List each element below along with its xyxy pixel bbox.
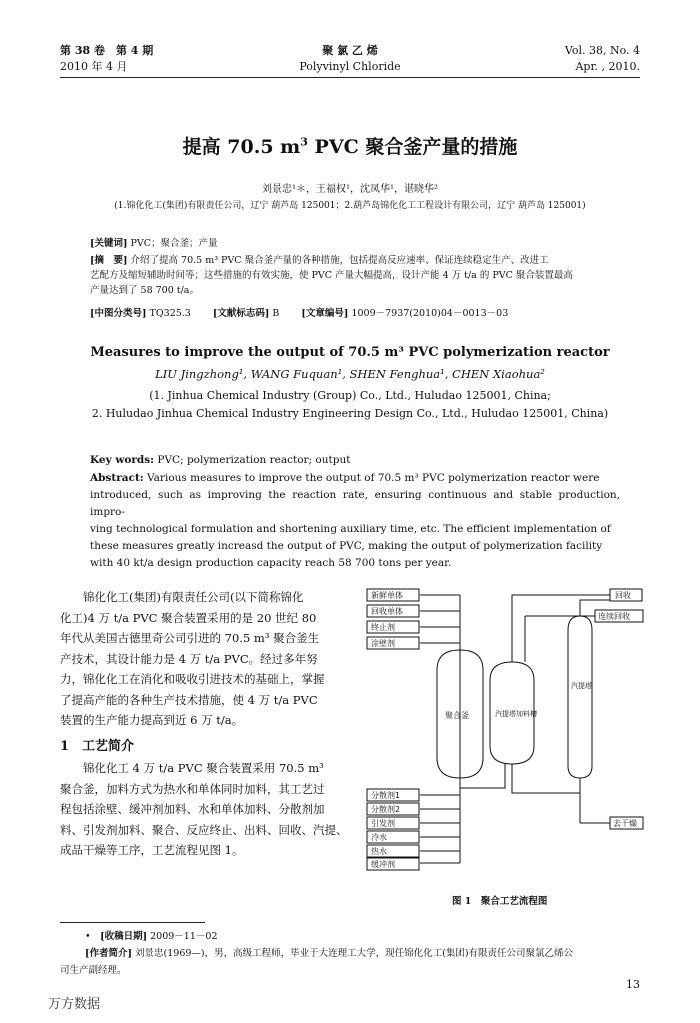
watermark: 万方数据 bbox=[48, 997, 101, 1012]
label-feed-tank: 汽提塔加料槽 bbox=[495, 710, 537, 718]
label-initiator: 引发剂 bbox=[371, 819, 395, 828]
intro-paragraph: 锦化化工(集团)有限责任公司(以下简称锦化 化工)4 万 t/a PVC 聚合装置采用的是 20 世纪 80 年代从美国古德里奇公司引进的 70.5 m³ 聚合釜生 产技术，其设计能力是 4 万 t/a PVC。经过多年努 力，锦化化工在消化和吸收引进技术的基础上，掌握 了提高产能的各种生产技术措施，使 4 万 t/a PVC 装置的生产能力提高到近 6 万 t/a。 bbox=[60, 590, 325, 727]
label-cold-water: 冷水 bbox=[371, 833, 387, 842]
label-fresh-monomer: 新鲜单体 bbox=[371, 591, 403, 600]
paper-title-cn: 提高 70.5 $m^3$ PVC 聚合釜产量的措施 bbox=[182, 135, 518, 158]
header-date-cn: 2010 年 4 月 bbox=[60, 60, 128, 73]
authors-en: LIU Jingzhong¹, WANG Fuquan¹, SHEN Fenghua¹, CHEN Xiaohua² bbox=[155, 367, 545, 381]
affiliation-en-1: (1. Jinhua Chemical Industry (Group) Co., Ltd., Huludao 125001, China; bbox=[149, 389, 551, 402]
header-issue-cn: 第 38 卷 第 4 期 bbox=[60, 44, 154, 57]
process-flow-figure bbox=[365, 588, 645, 888]
keywords-en: Key words: PVC; polymerization reactor; output bbox=[90, 454, 351, 466]
abstract-en: Abstract: Various measures to improve the output of 70.5 m³ PVC polymerization reactor were introduced, such as improving the reaction rate, ensuring continuous and stable production, impro- ving technological formulation and shortening auxiliary time, etc. The efficient implementation of these measures greatly increasd the output of PVC, making the output of polymerization facility with 40 kt/a design production capacity reach 58 700 tons per year. bbox=[90, 472, 620, 569]
keywords-cn: [关键词] PVC；聚合釜；产量 bbox=[90, 238, 218, 249]
footnote-line-3: 司生产副经理。 bbox=[60, 965, 127, 976]
label-wall-coating: 涂壁剂 bbox=[371, 639, 395, 648]
label-to-drying: 去干燥 bbox=[613, 819, 637, 828]
label-continuous-recovery: 连续回收 bbox=[598, 612, 630, 621]
label-dispersant-1: 分散剂1 bbox=[371, 791, 401, 800]
label-stripper: 汽提塔 bbox=[571, 682, 592, 690]
affiliation-cn: (1.锦化化工(集团)有限责任公司，辽宁 葫芦岛 125001；2.葫芦岛锦化化工工程设计有限公司，辽宁 葫芦岛 125001) bbox=[114, 201, 586, 211]
authors-cn: 刘景忠¹＊，王福权¹，沈凤华¹，谌晓华² bbox=[261, 184, 439, 195]
affiliation-en-2: 2. Huludao Jinhua Chemical Industry Engineering Design Co., Ltd., Huludao 125001, China) bbox=[91, 407, 609, 420]
label-dispersant-2: 分散剂2 bbox=[371, 805, 401, 814]
header-journal-en: Polyvinyl Chloride bbox=[299, 60, 401, 73]
header-journal-cn: 聚 氯 乙 烯 bbox=[322, 44, 378, 57]
header-date-en: Apr. , 2010. bbox=[575, 60, 640, 73]
label-reactor: 聚合釜 bbox=[445, 711, 469, 720]
figure-caption: 图 1 聚合工艺流程图 bbox=[452, 896, 548, 907]
header-rule bbox=[60, 77, 640, 78]
section1-paragraph: 锦化化工 4 万 t/a PVC 聚合装置采用 70.5 m³ 聚合釜，加料方式为热水和单体同时加料，其工艺过 程包括涂壁、缓冲剂加料、水和单体加料、分散剂加 料、引发剂加料、聚合、反应终止、出料、回收、汽提、 成品干燥等工序，工艺流程见图 1。 bbox=[60, 761, 348, 857]
footnote-rule bbox=[60, 922, 205, 923]
page-number: 13 bbox=[626, 978, 640, 991]
label-hot-water: 热水 bbox=[371, 847, 387, 856]
header-volume-en: Vol. 38, No. 4 bbox=[564, 44, 640, 57]
label-recovered-monomer: 回收单体 bbox=[371, 607, 403, 616]
section-heading-1: 1 工艺简介 bbox=[60, 739, 135, 754]
classification-line: [中图分类号] TQ325.3 [文献标志码] B [文章编号] 1009－7937(2010)04－0013－03 bbox=[90, 308, 509, 319]
paper-title-en: Measures to improve the output of 70.5 m³ PVC polymerization reactor bbox=[90, 345, 610, 360]
footnote: • [收稿日期] 2009－11－02 [作者简介] 刘景忠(1969—)，男，高级工程师，毕业于大连理工大学，现任锦化化工(集团)有限责任公司聚氯乙烯公 bbox=[85, 931, 574, 959]
label-terminator: 终止剂 bbox=[371, 623, 395, 632]
label-buffer: 缓冲剂 bbox=[371, 860, 395, 869]
label-recovery: 回收 bbox=[615, 591, 631, 600]
abstract-cn: [摘 要] 介绍了提高 70.5 m³ PVC 聚合釜产量的各种措施，包括提高反应速率、保证连续稳定生产、改进工 艺配方及缩短辅助时间等；这些措施的有效实施，使 PVC 产量大幅提高，设计产能 4 万 t/a 的 PVC 聚合装置最高 产量达到了 58 700 t/a。 bbox=[90, 255, 573, 296]
process-flow-diagram bbox=[365, 588, 645, 888]
